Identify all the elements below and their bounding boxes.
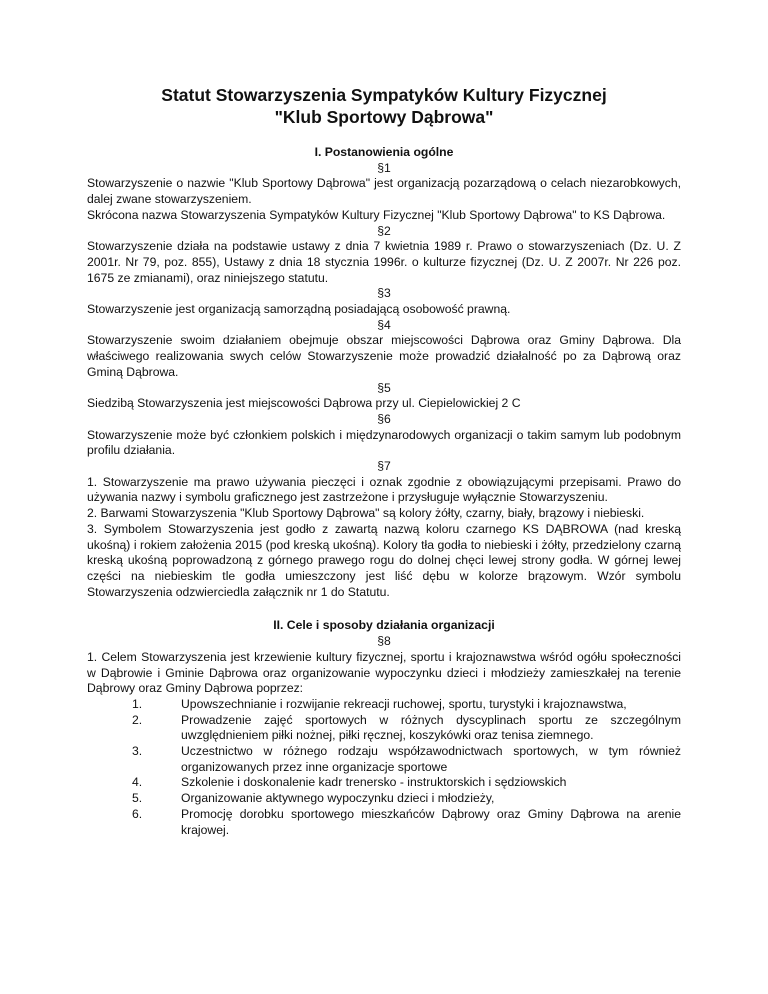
document-title [87,84,681,128]
list-item-number: 2. [132,712,143,727]
paragraph-1-text-2: Skrócona nazwa Stowarzyszenia Sympatyków Kultury Fizycznej "Klub Sportowy Dąbrowa" to KS Dąbrowa. [87,207,666,222]
list-item [87,791,681,807]
list-item-text: Szkolenie i doskonalenie kadr trenersko - instruktorskich i sędziowskich [181,775,567,790]
list-item [87,697,681,713]
list-item-number: 4. [132,775,143,790]
list-item-number: 3. [132,744,143,759]
paragraph-mark-5: §5 [377,380,391,395]
goals-list [87,697,681,838]
paragraph-5-text: Siedzibą Stowarzyszenia jest miejscowości Dąbrowa przy ul. Ciepielowickiej 2 C [87,396,521,411]
title-line-1: Statut Stowarzyszenia Sympatyków Kultury Fizycznej [161,85,607,105]
paragraph-7-text-1: 1. Stowarzyszenie ma prawo używania pieczęci i oznak zgodnie z obowiązującymi przepisami. Prawo do używania nazwy i symbolu graficznego jest zastrzeżone i przysługuje wyłącznie Stowarzyszeniu. [87,474,681,505]
list-item [87,744,681,775]
paragraph-mark-2: §2 [377,223,391,238]
paragraph-mark-8: §8 [377,634,391,649]
paragraph-4-text: Stowarzyszenie swoim działaniem obejmuje obszar miejscowości Dąbrowa oraz Gminy Dąbrowa. Dla właściwego realizowania swych celów Stowarzyszenie może prowadzić działalność po za Dąbrową oraz Gminą Dąbrowa. [87,333,681,379]
paragraph-7-text-2: 2. Barwami Stowarzyszenia "Klub Sportowy Dąbrowa" są kolory żółty, czarny, biały, brązowy i niebieski. [87,506,645,521]
document-page [87,84,681,838]
list-item-number: 1. [132,696,143,711]
list-item [87,807,681,838]
section-spacer [87,600,681,618]
paragraph-6-text: Stowarzyszenie może być członkiem polskich i międzynarodowych organizacji o takim samym lub podobnym profilu działania. [87,427,681,458]
list-item-text: Uczestnictwo w różnego rodzaju współzawodnictwach sportowych, w tym również organizowanych przez inne organizacje sportowe [181,744,681,774]
paragraph-mark-3: §3 [377,286,391,301]
list-item-text: Upowszechnianie i rozwijanie rekreacji ruchowej, sportu, turystyki i krajoznawstwa, [181,696,627,711]
paragraph-7-text-3: 3. Symbolem Stowarzyszenia jest godło z zawartą nazwą koloru czarnego KS DĄBROWA (nad kreską ukośną) i rokiem założenia 2015 (pod kreską ukośną). Kolory tła godła to niebieski i żółty, przedzielony czarną kreską ukośną poprowadzoną z górnego prawego rogu do dolnej chęci lewej strony godła. W górnej lewej części na niebieskim tle godła umieszczony jest liść dębu w kolorze brązowym. Wzór symbolu Stowarzyszenia odzwierciedla załącznik nr 1 do Statutu. [87,521,681,599]
list-item-text: Prowadzenie zajęć sportowych w różnych dyscyplinach sportu ze szczególnym uwzględnieniem piłki nożnej, piłki ręcznej, koszykówki oraz tenisa ziemnego. [181,712,681,743]
paragraph-8-intro: 1. Celem Stowarzyszenia jest krzewienie kultury fizycznej, sportu i krajoznawstwa wśród ogółu społeczności w Dąbrowie i Gminie Dąbrowa oraz organizowanie wypoczynku dzieci i młodzieży zamieszkałej na terenie Dąbrowy oraz Gminy Dąbrowa poprzez: [87,649,681,696]
paragraph-2-text: Stowarzyszenie działa na podstawie ustawy z dnia 7 kwietnia 1989 r. Prawo o stowarzyszeniach (Dz. U. Z 2001r. Nr 79, poz. 855), Ustawy z dnia 18 stycznia 1996r. o kulturze fizycznej (Dz. U. Z 2007r. Nr 226 poz. 1675 ze zmianami), oraz niniejszego statutu. [87,239,681,285]
list-item-text: Promocję dorobku sportowego mieszkańców Dąbrowy oraz Gminy Dąbrowa na arenie krajowej. [181,806,681,837]
paragraph-mark-7: §7 [377,459,391,474]
list-item [87,775,681,791]
section-heading-2: II. Cele i sposoby działania organizacji [273,618,495,633]
paragraph-mark-6: §6 [377,411,391,426]
list-item-number: 6. [132,806,143,821]
paragraph-mark-1: §1 [377,160,391,175]
paragraph-3-text: Stowarzyszenie jest organizacją samorządną posiadającą osobowość prawną. [87,302,511,317]
list-item [87,713,681,744]
paragraph-mark-4: §4 [377,317,391,332]
list-item-number: 5. [132,791,143,806]
section-heading-1: I. Postanowienia ogólne [314,145,454,159]
title-line-2: "Klub Sportowy Dąbrowa" [274,107,494,127]
list-item-text: Organizowanie aktywnego wypoczynku dzieci i młodzieży, [181,791,495,806]
paragraph-1-text-1: Stowarzyszenie o nazwie "Klub Sportowy Dąbrowa" jest organizacją pozarządową o celach niezarobkowych, dalej zwane stowarzyszeniem. [87,176,681,207]
